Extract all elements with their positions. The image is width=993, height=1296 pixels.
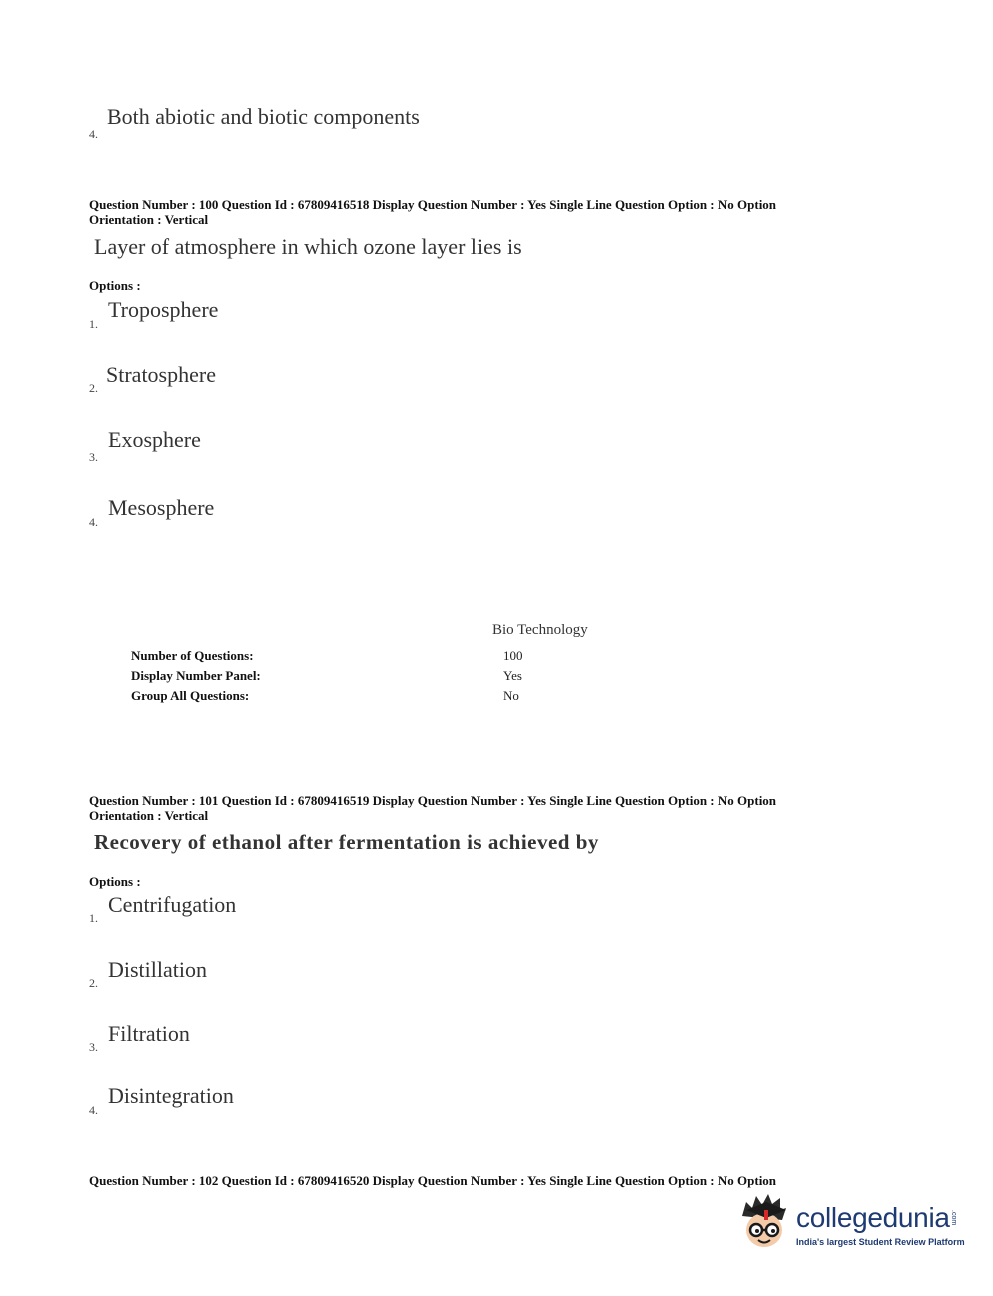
question-meta-line: Question Number : 102 Question Id : 67809416520 Display Question Number : Yes Single Line Question Option : No Option bbox=[89, 1173, 777, 1188]
option-text: Mesosphere bbox=[108, 495, 215, 520]
options-label: Options : bbox=[89, 874, 141, 889]
option-number: 3. bbox=[89, 450, 98, 464]
question-meta-line: Question Number : 100 Question Id : 67809416518 Display Question Number : Yes Single Line Question Option : No Option bbox=[89, 197, 777, 212]
section-title: Bio Technology bbox=[492, 622, 588, 638]
option-text: Both abiotic and biotic components bbox=[107, 104, 420, 129]
section-key: Group All Questions: bbox=[131, 688, 250, 703]
option-text: Distillation bbox=[108, 957, 207, 982]
option-number: 2. bbox=[89, 976, 98, 990]
section-value: 100 bbox=[503, 648, 523, 663]
logo-tagline: India's largest Student Review Platform bbox=[796, 1237, 965, 1247]
question-text: Recovery of ethanol after fermentation is achieved by bbox=[94, 830, 599, 854]
options-label: Options : bbox=[89, 278, 141, 293]
section-key: Number of Questions: bbox=[131, 648, 254, 663]
option-number: 4. bbox=[89, 515, 98, 529]
option-text: Centrifugation bbox=[108, 892, 237, 917]
question-meta bbox=[89, 793, 889, 823]
section-key: Display Number Panel: bbox=[131, 668, 261, 683]
option-text: Disintegration bbox=[108, 1083, 234, 1108]
option-number: 1. bbox=[89, 911, 98, 925]
question-meta bbox=[89, 1173, 889, 1188]
question-meta-line: Orientation : Vertical bbox=[89, 212, 209, 227]
question-meta-line: Question Number : 101 Question Id : 67809416519 Display Question Number : Yes Single Line Question Option : No Option bbox=[89, 793, 777, 808]
question-text: Layer of atmosphere in which ozone layer lies is bbox=[94, 234, 522, 259]
option-text: Exosphere bbox=[108, 427, 201, 452]
logo-wordmark: collegedunia bbox=[796, 1202, 950, 1233]
option-number: 1. bbox=[89, 317, 98, 331]
option-text: Filtration bbox=[108, 1021, 190, 1046]
option-text: Stratosphere bbox=[106, 362, 216, 387]
option-number: 2. bbox=[89, 381, 98, 395]
option-number: 3. bbox=[89, 1040, 98, 1054]
option-number: 4. bbox=[89, 127, 98, 141]
option-number: 4. bbox=[89, 1103, 98, 1117]
section-value: Yes bbox=[503, 668, 522, 683]
logo-suffix: .com bbox=[950, 1210, 957, 1226]
mascot-icon bbox=[736, 1190, 794, 1256]
question-meta bbox=[89, 197, 889, 227]
question-meta-line: Orientation : Vertical bbox=[89, 808, 209, 823]
collegedunia-logo bbox=[736, 1190, 966, 1256]
option-text: Troposphere bbox=[108, 297, 219, 322]
section-value: No bbox=[503, 688, 519, 703]
